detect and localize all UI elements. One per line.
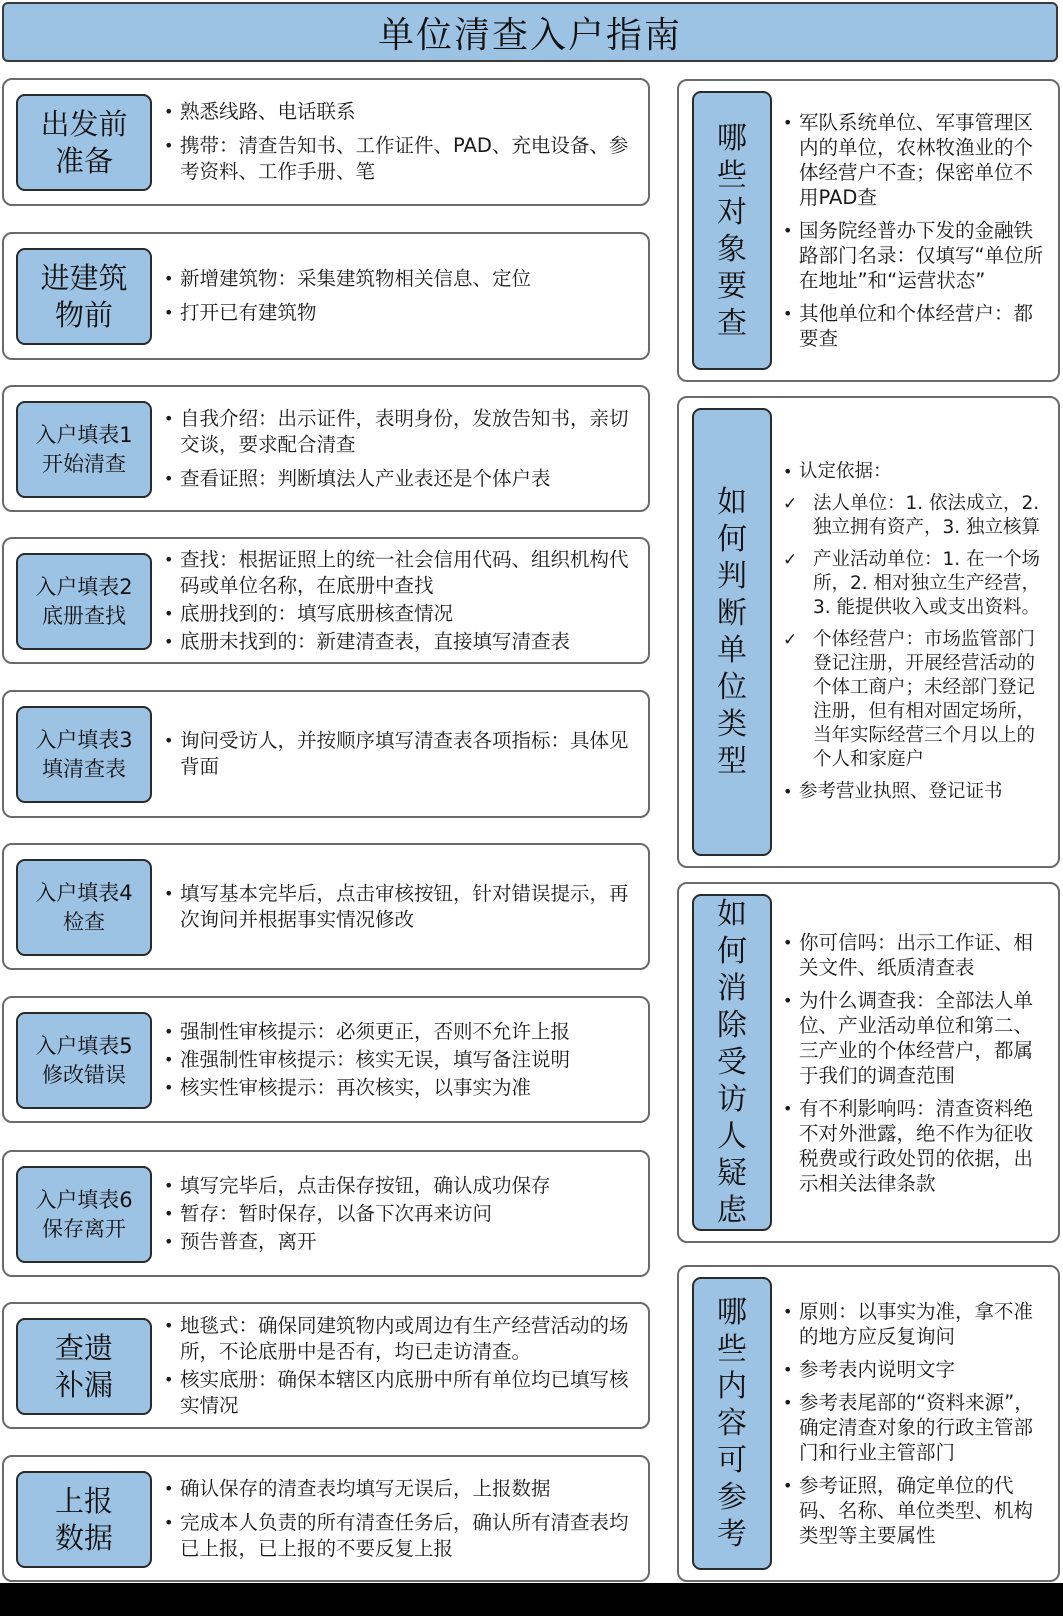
panel-bullet: • 原则：以事实为准，拿不准的地方应反复询问 bbox=[783, 1299, 1050, 1349]
step-card-form3 bbox=[2, 690, 650, 818]
panel-bullet: • 国务院经普办下发的金融铁路部门名录：仅填写“单位所在地址”和“运营状态” bbox=[783, 218, 1050, 293]
step-label-line: 检查 bbox=[63, 909, 105, 934]
step-label-line: 进建筑 bbox=[40, 260, 128, 295]
panel-check-item: ✓ 产业活动单位：1. 在一个场所，2. 相对独立生产经营，3. 能提供收入或支出资料。 bbox=[783, 548, 1050, 620]
panel-bullet: • 为什么调查我：全部法人单位、产业活动单位和第二、三产业的个体经营户，都属于我们的调查范围 bbox=[783, 988, 1050, 1088]
panel-label-char: 可 bbox=[717, 1443, 747, 1478]
panel-label-char: 如 bbox=[717, 897, 747, 932]
step-label-line: 入户填表3 bbox=[35, 727, 133, 752]
panel-label-char: 哪 bbox=[717, 120, 747, 156]
panel-address-concerns bbox=[677, 882, 1060, 1243]
panel-bullet: • 参考证照，确定单位的代码、名称、单位类型、机构类型等主要属性 bbox=[783, 1473, 1050, 1548]
step-bullet: • 完成本人负责的所有清查任务后，确认所有清查表均已上报，已上报的不要反复上报 bbox=[164, 1510, 638, 1562]
step-card-form5 bbox=[2, 996, 650, 1123]
panel-label-char: 何 bbox=[717, 934, 747, 969]
step-bullet: • 填写完毕后，点击保存按钮，确认成功保存 bbox=[164, 1173, 638, 1199]
step-card-form2 bbox=[2, 537, 650, 664]
step-label bbox=[16, 1012, 152, 1109]
panel-label-char: 些 bbox=[717, 1332, 747, 1367]
panel-label-char: 哪 bbox=[717, 1295, 747, 1330]
step-label-line: 入户填表5 bbox=[35, 1033, 133, 1058]
step-bullet: • 熟悉线路、电话联系 bbox=[164, 99, 638, 125]
step-label bbox=[16, 553, 152, 650]
step-bullet: • 准强制性审核提示：核实无误，填写备注说明 bbox=[164, 1047, 638, 1073]
step-card-enter-building bbox=[2, 232, 650, 360]
panel-bullet: • 参考表内说明文字 bbox=[783, 1357, 1050, 1382]
step-label-line: 入户填表4 bbox=[35, 880, 133, 905]
panel-label-char: 查 bbox=[717, 305, 747, 341]
panel-label-char: 人 bbox=[717, 1119, 747, 1154]
panel-label-char: 虑 bbox=[717, 1193, 747, 1228]
panel-label-char: 断 bbox=[717, 596, 747, 631]
panel-label bbox=[692, 1277, 772, 1570]
step-bullet: • 新增建筑物：采集建筑物相关信息、定位 bbox=[164, 266, 638, 292]
step-label-line: 开始清查 bbox=[42, 451, 126, 476]
step-card-form4 bbox=[2, 843, 650, 970]
step-bullet: • 地毯式：确保同建筑物内或周边有生产经营活动的场所，不论底册中是否有，均已走访清查。 bbox=[164, 1313, 638, 1365]
panel-label-char: 单 bbox=[717, 633, 747, 668]
panel-label-char: 容 bbox=[717, 1406, 747, 1441]
panel-label-char: 类 bbox=[717, 707, 747, 742]
panel-label-char: 位 bbox=[717, 670, 747, 705]
step-label-line: 上报 bbox=[54, 1483, 113, 1518]
panel-label-char: 访 bbox=[717, 1082, 747, 1117]
page-title: 单位清查入户指南 bbox=[2, 2, 1058, 62]
panel-check-item: ✓ 法人单位：1. 依法成立，2. 独立拥有资产，3. 独立核算 bbox=[783, 492, 1050, 540]
step-label bbox=[16, 859, 152, 956]
step-bullet: • 询问受访人，并按顺序填写清查表各项指标：具体见背面 bbox=[164, 728, 638, 780]
panel-bullet: • 有不利影响吗：清查资料绝不对外泄露，绝不作为征收税费或行政处罚的依据，出示相关法律条款 bbox=[783, 1096, 1050, 1196]
step-bullet: • 携带：清查告知书、工作证件、PAD、充电设备、参考资料、工作手册、笔 bbox=[164, 133, 638, 185]
step-label-line: 入户填表1 bbox=[35, 422, 133, 447]
panel-label-char: 内 bbox=[717, 1369, 747, 1404]
panel-check-item: ✓ 个体经营户：市场监管部门登记注册，开展经营活动的个体工商户；未经部门登记注册，但有相对固定场所，当年实际经营三个月以上的个人和家庭户 bbox=[783, 628, 1050, 772]
panel-bullet: • 其他单位和个体经营户：都要查 bbox=[783, 301, 1050, 351]
step-label-line: 准备 bbox=[54, 143, 113, 178]
step-bullet: • 核实底册：确保本辖区内底册中所有单位均已填写核实情况 bbox=[164, 1367, 638, 1419]
step-label-line: 底册查找 bbox=[42, 603, 126, 628]
step-label-line: 保存离开 bbox=[42, 1216, 126, 1241]
step-card-form6 bbox=[2, 1150, 650, 1277]
bottom-black-strip bbox=[0, 1583, 1063, 1616]
step-bullet: • 查找：根据证照上的统一社会信用代码、组织机构代码或单位名称，在底册中查找 bbox=[164, 547, 638, 599]
step-card-report-data bbox=[2, 1455, 650, 1582]
panel-label-char: 受 bbox=[717, 1045, 747, 1080]
step-label-line: 填清查表 bbox=[42, 756, 126, 781]
step-label-line: 入户填表2 bbox=[35, 574, 133, 599]
panel-label-char: 消 bbox=[717, 971, 747, 1006]
panel-references bbox=[677, 1265, 1060, 1582]
step-bullet: • 查看证照：判断填法人产业表还是个体户表 bbox=[164, 466, 638, 492]
panel-bullet: • 参考表尾部的“资料来源”，确定清查对象的行政主管部门和行业主管部门 bbox=[783, 1390, 1050, 1465]
step-label bbox=[16, 1471, 152, 1568]
step-label-line: 入户填表6 bbox=[35, 1187, 133, 1212]
step-label bbox=[16, 706, 152, 803]
panel-label-char: 除 bbox=[717, 1008, 747, 1043]
panel-label-char: 些 bbox=[717, 157, 747, 193]
panel-label bbox=[692, 894, 772, 1231]
step-bullet: • 暂存：暂时保存，以备下次再来访问 bbox=[164, 1201, 638, 1227]
panel-label bbox=[692, 91, 772, 370]
step-label bbox=[16, 1318, 152, 1415]
step-label-line: 出发前 bbox=[40, 106, 128, 141]
step-label bbox=[16, 248, 152, 345]
step-bullet: • 自我介绍：出示证件，表明身份，发放告知书，亲切交谈，要求配合清查 bbox=[164, 406, 638, 458]
panel-unit-type bbox=[677, 396, 1060, 868]
step-bullet: • 底册未找到的：新建清查表，直接填写清查表 bbox=[164, 629, 638, 655]
panel-label-char: 考 bbox=[717, 1517, 747, 1552]
panel-label-char: 对 bbox=[717, 194, 747, 230]
panel-bullet: • 你可信吗：出示工作证、相关文件、纸质清查表 bbox=[783, 930, 1050, 980]
step-label bbox=[16, 401, 152, 498]
step-label-line: 查遗 bbox=[54, 1330, 113, 1365]
panel-label-char: 疑 bbox=[717, 1156, 747, 1191]
step-bullet: • 预告普查，离开 bbox=[164, 1229, 638, 1255]
panel-label-char: 判 bbox=[717, 559, 747, 594]
step-label bbox=[16, 1166, 152, 1263]
panel-label-char: 型 bbox=[717, 744, 747, 779]
step-bullet: • 确认保存的清查表均填写无误后，上报数据 bbox=[164, 1476, 638, 1502]
step-label-line: 数据 bbox=[54, 1520, 113, 1555]
step-bullet: • 底册找到的：填写底册核查情况 bbox=[164, 601, 638, 627]
step-card-prepare bbox=[2, 78, 650, 206]
panel-label-char: 要 bbox=[717, 268, 747, 304]
step-label-line: 物前 bbox=[54, 297, 113, 332]
panel-label-char: 如 bbox=[717, 485, 747, 520]
step-bullet: • 核实性审核提示：再次核实，以事实为准 bbox=[164, 1075, 638, 1101]
step-bullet: • 填写基本完毕后，点击审核按钮，针对错误提示，再次询问并根据事实情况修改 bbox=[164, 881, 638, 933]
panel-label bbox=[692, 408, 772, 856]
panel-who-to-survey bbox=[677, 79, 1060, 382]
step-card-form1 bbox=[2, 385, 650, 512]
step-label-line: 修改错误 bbox=[42, 1062, 126, 1087]
panel-bullet: • 参考营业执照、登记证书 bbox=[783, 780, 1050, 804]
step-bullet: • 打开已有建筑物 bbox=[164, 300, 638, 326]
step-bullet: • 强制性审核提示：必须更正，否则不允许上报 bbox=[164, 1019, 638, 1045]
panel-label-char: 象 bbox=[717, 231, 747, 267]
step-label-line: 补漏 bbox=[54, 1367, 113, 1402]
step-label bbox=[16, 94, 152, 191]
panel-label-char: 参 bbox=[717, 1480, 747, 1515]
panel-bullet: • 认定依据： bbox=[783, 460, 1050, 484]
panel-label-char: 何 bbox=[717, 522, 747, 557]
step-card-check-omissions bbox=[2, 1302, 650, 1429]
panel-bullet: • 军队系统单位、军事管理区内的单位，农林牧渔业的个体经营户不查；保密单位不用PAD查 bbox=[783, 110, 1050, 210]
